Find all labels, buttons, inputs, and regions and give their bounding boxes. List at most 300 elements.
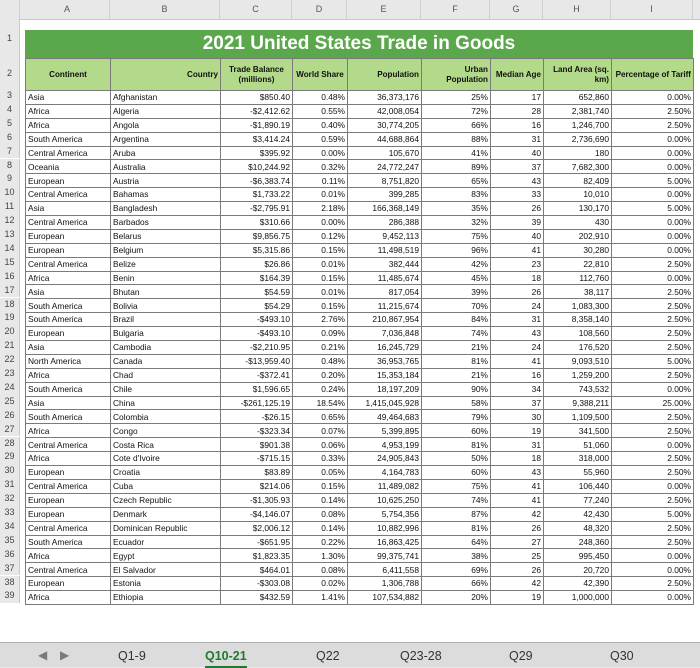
cell-trade-balance[interactable]: -$2,795.91 bbox=[221, 202, 293, 216]
cell-land-area[interactable]: 1,000,000 bbox=[544, 591, 612, 605]
cell-trade-balance[interactable]: -$13,959.40 bbox=[221, 354, 293, 368]
table-row[interactable] bbox=[26, 327, 694, 341]
cell-country[interactable]: Czech Republic bbox=[111, 493, 221, 507]
cell-world-share[interactable]: 0.22% bbox=[293, 535, 348, 549]
column-letter[interactable]: D bbox=[292, 0, 347, 19]
cell-median-age[interactable]: 27 bbox=[491, 535, 544, 549]
cell-tariff[interactable]: 5.00% bbox=[612, 174, 694, 188]
cell-land-area[interactable]: 42,390 bbox=[544, 577, 612, 591]
row-number[interactable]: 34 bbox=[0, 520, 20, 534]
cell-continent[interactable]: Africa bbox=[26, 452, 111, 466]
cell-world-share[interactable]: 0.09% bbox=[293, 327, 348, 341]
column-letter[interactable]: A bbox=[25, 0, 110, 19]
cell-tariff[interactable]: 0.00% bbox=[612, 146, 694, 160]
cell-trade-balance[interactable]: $3,414.24 bbox=[221, 132, 293, 146]
cell-country[interactable]: Denmark bbox=[111, 507, 221, 521]
cell-population[interactable]: 24,905,843 bbox=[348, 452, 422, 466]
cell-world-share[interactable]: 0.00% bbox=[293, 216, 348, 230]
cell-land-area[interactable]: 22,810 bbox=[544, 257, 612, 271]
cell-population[interactable]: 8,751,820 bbox=[348, 174, 422, 188]
cell-trade-balance[interactable]: -$651.95 bbox=[221, 535, 293, 549]
tab-q10-21[interactable]: Q10-21 bbox=[205, 646, 247, 668]
cell-population[interactable]: 382,444 bbox=[348, 257, 422, 271]
cell-world-share[interactable]: 0.24% bbox=[293, 382, 348, 396]
cell-population[interactable]: 286,388 bbox=[348, 216, 422, 230]
row-number[interactable]: 11 bbox=[0, 200, 20, 214]
cell-world-share[interactable]: 0.01% bbox=[293, 257, 348, 271]
cell-population[interactable]: 11,489,082 bbox=[348, 479, 422, 493]
column-letter[interactable]: E bbox=[347, 0, 421, 19]
header-continent[interactable]: Continent bbox=[26, 59, 111, 91]
cell-median-age[interactable]: 18 bbox=[491, 271, 544, 285]
cell-trade-balance[interactable]: -$6,383.74 bbox=[221, 174, 293, 188]
cell-median-age[interactable]: 42 bbox=[491, 507, 544, 521]
cell-median-age[interactable]: 18 bbox=[491, 452, 544, 466]
cell-world-share[interactable]: 0.55% bbox=[293, 104, 348, 118]
row-number[interactable]: 23 bbox=[0, 367, 20, 381]
cell-continent[interactable]: Africa bbox=[26, 368, 111, 382]
cell-median-age[interactable]: 16 bbox=[491, 118, 544, 132]
cell-world-share[interactable]: 0.21% bbox=[293, 341, 348, 355]
cell-population[interactable]: 49,464,683 bbox=[348, 410, 422, 424]
cell-continent[interactable]: Africa bbox=[26, 104, 111, 118]
cell-tariff[interactable]: 2.50% bbox=[612, 521, 694, 535]
cell-tariff[interactable]: 25.00% bbox=[612, 396, 694, 410]
cell-continent[interactable]: North America bbox=[26, 354, 111, 368]
scroll-left-icon[interactable]: ◀ bbox=[38, 648, 48, 662]
cell-tariff[interactable]: 2.50% bbox=[612, 493, 694, 507]
row-number[interactable]: 15 bbox=[0, 256, 20, 270]
cell-land-area[interactable]: 130,170 bbox=[544, 202, 612, 216]
cell-median-age[interactable]: 23 bbox=[491, 257, 544, 271]
cell-population[interactable]: 16,863,425 bbox=[348, 535, 422, 549]
cell-country[interactable]: Australia bbox=[111, 160, 221, 174]
row-number[interactable]: 33 bbox=[0, 506, 20, 520]
cell-urban-population[interactable]: 70% bbox=[422, 299, 491, 313]
cell-country[interactable]: Croatia bbox=[111, 466, 221, 480]
cell-tariff[interactable]: 2.50% bbox=[612, 410, 694, 424]
cell-continent[interactable]: Central America bbox=[26, 216, 111, 230]
cell-median-age[interactable]: 39 bbox=[491, 216, 544, 230]
cell-population[interactable]: 9,452,113 bbox=[348, 229, 422, 243]
cell-urban-population[interactable]: 66% bbox=[422, 577, 491, 591]
cell-median-age[interactable]: 33 bbox=[491, 188, 544, 202]
row-number[interactable]: 13 bbox=[0, 228, 20, 242]
row-number[interactable]: 30 bbox=[0, 464, 20, 478]
cell-urban-population[interactable]: 81% bbox=[422, 521, 491, 535]
cell-tariff[interactable]: 2.50% bbox=[612, 285, 694, 299]
cell-urban-population[interactable]: 64% bbox=[422, 535, 491, 549]
header-population[interactable]: Population bbox=[348, 59, 422, 91]
cell-population[interactable]: 36,373,176 bbox=[348, 91, 422, 105]
table-row[interactable] bbox=[26, 354, 694, 368]
cell-trade-balance[interactable]: $214.06 bbox=[221, 479, 293, 493]
cell-population[interactable]: 15,353,184 bbox=[348, 368, 422, 382]
cell-world-share[interactable]: 0.15% bbox=[293, 243, 348, 257]
cell-continent[interactable]: South America bbox=[26, 382, 111, 396]
cell-country[interactable]: Aruba bbox=[111, 146, 221, 160]
cell-continent[interactable]: Central America bbox=[26, 521, 111, 535]
cell-continent[interactable]: Oceania bbox=[26, 160, 111, 174]
cell-population[interactable]: 5,399,895 bbox=[348, 424, 422, 438]
cell-urban-population[interactable]: 42% bbox=[422, 257, 491, 271]
table-row[interactable] bbox=[26, 521, 694, 535]
cell-population[interactable]: 11,498,519 bbox=[348, 243, 422, 257]
cell-country[interactable]: Angola bbox=[111, 118, 221, 132]
cell-land-area[interactable]: 2,381,740 bbox=[544, 104, 612, 118]
cell-world-share[interactable]: 0.48% bbox=[293, 91, 348, 105]
cell-tariff[interactable]: 2.50% bbox=[612, 327, 694, 341]
row-number[interactable]: 8 bbox=[0, 159, 20, 173]
column-letter[interactable]: F bbox=[421, 0, 490, 19]
cell-world-share[interactable]: 0.20% bbox=[293, 368, 348, 382]
cell-trade-balance[interactable]: -$493.10 bbox=[221, 327, 293, 341]
tab-q22[interactable]: Q22 bbox=[316, 649, 340, 663]
cell-median-age[interactable]: 40 bbox=[491, 146, 544, 160]
cell-continent[interactable]: European bbox=[26, 493, 111, 507]
cell-land-area[interactable]: 20,720 bbox=[544, 563, 612, 577]
cell-urban-population[interactable]: 21% bbox=[422, 368, 491, 382]
cell-continent[interactable]: South America bbox=[26, 313, 111, 327]
cell-tariff[interactable]: 0.00% bbox=[612, 438, 694, 452]
cell-trade-balance[interactable]: $26.86 bbox=[221, 257, 293, 271]
cell-urban-population[interactable]: 32% bbox=[422, 216, 491, 230]
cell-urban-population[interactable]: 74% bbox=[422, 327, 491, 341]
cell-world-share[interactable]: 0.32% bbox=[293, 160, 348, 174]
cell-median-age[interactable]: 16 bbox=[491, 368, 544, 382]
cell-country[interactable]: Austria bbox=[111, 174, 221, 188]
cell-tariff[interactable]: 2.50% bbox=[612, 535, 694, 549]
cell-continent[interactable]: Africa bbox=[26, 424, 111, 438]
cell-land-area[interactable]: 1,083,300 bbox=[544, 299, 612, 313]
cell-continent[interactable]: Central America bbox=[26, 479, 111, 493]
cell-land-area[interactable]: 2,736,690 bbox=[544, 132, 612, 146]
cell-median-age[interactable]: 26 bbox=[491, 202, 544, 216]
cell-urban-population[interactable]: 96% bbox=[422, 243, 491, 257]
cell-tariff[interactable]: 0.00% bbox=[612, 382, 694, 396]
cell-land-area[interactable]: 77,240 bbox=[544, 493, 612, 507]
cell-trade-balance[interactable]: -$1,890.19 bbox=[221, 118, 293, 132]
cell-continent[interactable]: Central America bbox=[26, 188, 111, 202]
cell-urban-population[interactable]: 81% bbox=[422, 354, 491, 368]
cell-median-age[interactable]: 24 bbox=[491, 341, 544, 355]
cell-world-share[interactable]: 0.05% bbox=[293, 466, 348, 480]
cell-world-share[interactable]: 0.02% bbox=[293, 577, 348, 591]
cell-population[interactable]: 99,375,741 bbox=[348, 549, 422, 563]
table-row[interactable] bbox=[26, 591, 694, 605]
cell-world-share[interactable]: 0.01% bbox=[293, 285, 348, 299]
cell-median-age[interactable]: 30 bbox=[491, 410, 544, 424]
cell-tariff[interactable]: 0.00% bbox=[612, 479, 694, 493]
table-row[interactable] bbox=[26, 452, 694, 466]
cell-land-area[interactable]: 1,259,200 bbox=[544, 368, 612, 382]
row-number[interactable]: 19 bbox=[0, 311, 20, 325]
cell-median-age[interactable]: 31 bbox=[491, 313, 544, 327]
cell-world-share[interactable]: 0.15% bbox=[293, 299, 348, 313]
cell-world-share[interactable]: 18.54% bbox=[293, 396, 348, 410]
cell-country[interactable]: Ethiopia bbox=[111, 591, 221, 605]
table-row[interactable] bbox=[26, 104, 694, 118]
cell-population[interactable]: 107,534,882 bbox=[348, 591, 422, 605]
row-number[interactable]: 25 bbox=[0, 395, 20, 409]
cell-population[interactable]: 105,670 bbox=[348, 146, 422, 160]
table-row[interactable] bbox=[26, 549, 694, 563]
cell-trade-balance[interactable]: $850.40 bbox=[221, 91, 293, 105]
table-row[interactable] bbox=[26, 229, 694, 243]
cell-country[interactable]: Belize bbox=[111, 257, 221, 271]
cell-land-area[interactable]: 318,000 bbox=[544, 452, 612, 466]
tab-q29[interactable]: Q29 bbox=[509, 649, 533, 663]
cell-median-age[interactable]: 42 bbox=[491, 577, 544, 591]
row-number[interactable]: 18 bbox=[0, 298, 20, 312]
cell-median-age[interactable]: 24 bbox=[491, 299, 544, 313]
cell-country[interactable]: Costa Rica bbox=[111, 438, 221, 452]
cell-continent[interactable]: European bbox=[26, 466, 111, 480]
cell-land-area[interactable]: 341,500 bbox=[544, 424, 612, 438]
cell-world-share[interactable]: 0.15% bbox=[293, 271, 348, 285]
column-letter[interactable]: G bbox=[490, 0, 543, 19]
header-trade-balance[interactable]: Trade Balance (millions) bbox=[221, 59, 293, 91]
cell-land-area[interactable]: 176,520 bbox=[544, 341, 612, 355]
cell-continent[interactable]: European bbox=[26, 507, 111, 521]
cell-trade-balance[interactable]: -$4,146.07 bbox=[221, 507, 293, 521]
table-row[interactable] bbox=[26, 535, 694, 549]
cell-median-age[interactable]: 43 bbox=[491, 466, 544, 480]
cell-urban-population[interactable]: 66% bbox=[422, 118, 491, 132]
cell-continent[interactable]: South America bbox=[26, 299, 111, 313]
cell-country[interactable]: Dominican Republic bbox=[111, 521, 221, 535]
cell-country[interactable]: Ecuador bbox=[111, 535, 221, 549]
table-row[interactable] bbox=[26, 396, 694, 410]
cell-world-share[interactable]: 0.06% bbox=[293, 438, 348, 452]
table-row[interactable] bbox=[26, 424, 694, 438]
cell-population[interactable]: 44,688,864 bbox=[348, 132, 422, 146]
cell-country[interactable]: Bahamas bbox=[111, 188, 221, 202]
cell-continent[interactable]: Asia bbox=[26, 91, 111, 105]
cell-tariff[interactable]: 5.00% bbox=[612, 354, 694, 368]
header-median-age[interactable]: Median Age bbox=[491, 59, 544, 91]
cell-population[interactable]: 6,411,558 bbox=[348, 563, 422, 577]
scroll-right-icon[interactable]: ▶ bbox=[60, 648, 70, 662]
cell-country[interactable]: Cote d'Ivoire bbox=[111, 452, 221, 466]
cell-country[interactable]: El Salvador bbox=[111, 563, 221, 577]
tab-q23-28[interactable]: Q23-28 bbox=[400, 649, 442, 663]
header-urban-population[interactable]: Urban Population bbox=[422, 59, 491, 91]
row-number[interactable]: 39 bbox=[0, 589, 20, 603]
cell-land-area[interactable]: 38,117 bbox=[544, 285, 612, 299]
cell-land-area[interactable]: 1,109,500 bbox=[544, 410, 612, 424]
cell-population[interactable]: 7,036,848 bbox=[348, 327, 422, 341]
table-row[interactable] bbox=[26, 299, 694, 313]
cell-trade-balance[interactable]: $54.59 bbox=[221, 285, 293, 299]
cell-median-age[interactable]: 41 bbox=[491, 354, 544, 368]
cell-continent[interactable]: Central America bbox=[26, 257, 111, 271]
cell-land-area[interactable]: 1,246,700 bbox=[544, 118, 612, 132]
cell-continent[interactable]: Africa bbox=[26, 271, 111, 285]
cell-tariff[interactable]: 0.00% bbox=[612, 563, 694, 577]
cell-trade-balance[interactable]: $1,733.22 bbox=[221, 188, 293, 202]
cell-urban-population[interactable]: 21% bbox=[422, 341, 491, 355]
cell-urban-population[interactable]: 69% bbox=[422, 563, 491, 577]
cell-trade-balance[interactable]: $54.29 bbox=[221, 299, 293, 313]
cell-trade-balance[interactable]: -$2,210.95 bbox=[221, 341, 293, 355]
cell-continent[interactable]: Africa bbox=[26, 118, 111, 132]
cell-land-area[interactable]: 42,430 bbox=[544, 507, 612, 521]
table-row[interactable] bbox=[26, 466, 694, 480]
row-number[interactable]: 26 bbox=[0, 409, 20, 423]
cell-trade-balance[interactable]: -$1,305.93 bbox=[221, 493, 293, 507]
cell-trade-balance[interactable]: -$2,412.62 bbox=[221, 104, 293, 118]
cell-world-share[interactable]: 0.08% bbox=[293, 563, 348, 577]
row-number[interactable]: 21 bbox=[0, 339, 20, 353]
cell-urban-population[interactable]: 88% bbox=[422, 132, 491, 146]
table-row[interactable] bbox=[26, 563, 694, 577]
cell-urban-population[interactable]: 50% bbox=[422, 452, 491, 466]
column-letter[interactable]: B bbox=[110, 0, 220, 19]
cell-median-age[interactable]: 25 bbox=[491, 549, 544, 563]
cell-world-share[interactable]: 2.18% bbox=[293, 202, 348, 216]
cell-trade-balance[interactable]: $310.66 bbox=[221, 216, 293, 230]
cell-trade-balance[interactable]: $1,596.65 bbox=[221, 382, 293, 396]
table-row[interactable] bbox=[26, 216, 694, 230]
row-number[interactable]: 29 bbox=[0, 450, 20, 464]
row-number[interactable]: 37 bbox=[0, 562, 20, 576]
cell-urban-population[interactable]: 60% bbox=[422, 424, 491, 438]
cell-country[interactable]: Colombia bbox=[111, 410, 221, 424]
cell-median-age[interactable]: 40 bbox=[491, 229, 544, 243]
cell-world-share[interactable]: 1.41% bbox=[293, 591, 348, 605]
cell-land-area[interactable]: 51,060 bbox=[544, 438, 612, 452]
cell-country[interactable]: Chad bbox=[111, 368, 221, 382]
table-row[interactable] bbox=[26, 285, 694, 299]
cell-tariff[interactable]: 5.00% bbox=[612, 507, 694, 521]
cell-world-share[interactable]: 0.14% bbox=[293, 493, 348, 507]
cell-trade-balance[interactable]: $464.01 bbox=[221, 563, 293, 577]
row-number[interactable]: 5 bbox=[0, 117, 20, 131]
cell-urban-population[interactable]: 87% bbox=[422, 507, 491, 521]
cell-world-share[interactable]: 0.59% bbox=[293, 132, 348, 146]
cell-population[interactable]: 10,882,996 bbox=[348, 521, 422, 535]
cell-population[interactable]: 399,285 bbox=[348, 188, 422, 202]
cell-world-share[interactable]: 0.08% bbox=[293, 507, 348, 521]
cell-population[interactable]: 36,953,765 bbox=[348, 354, 422, 368]
cell-urban-population[interactable]: 39% bbox=[422, 285, 491, 299]
cell-continent[interactable]: European bbox=[26, 174, 111, 188]
row-number[interactable]: 6 bbox=[0, 131, 20, 145]
cell-land-area[interactable]: 82,409 bbox=[544, 174, 612, 188]
cell-median-age[interactable]: 43 bbox=[491, 174, 544, 188]
cell-urban-population[interactable]: 38% bbox=[422, 549, 491, 563]
cell-land-area[interactable]: 48,320 bbox=[544, 521, 612, 535]
cell-tariff[interactable]: 2.50% bbox=[612, 466, 694, 480]
cell-tariff[interactable]: 2.50% bbox=[612, 341, 694, 355]
cell-population[interactable]: 4,164,783 bbox=[348, 466, 422, 480]
cell-country[interactable]: Belgium bbox=[111, 243, 221, 257]
row-number[interactable]: 2 bbox=[0, 58, 20, 89]
table-row[interactable] bbox=[26, 493, 694, 507]
row-number[interactable]: 24 bbox=[0, 381, 20, 395]
cell-tariff[interactable]: 2.50% bbox=[612, 368, 694, 382]
cell-land-area[interactable]: 995,450 bbox=[544, 549, 612, 563]
cell-trade-balance[interactable]: $2,006.12 bbox=[221, 521, 293, 535]
row-number[interactable]: 38 bbox=[0, 576, 20, 590]
cell-urban-population[interactable]: 25% bbox=[422, 91, 491, 105]
cell-population[interactable]: 1,415,045,928 bbox=[348, 396, 422, 410]
row-number[interactable]: 1 bbox=[0, 19, 20, 58]
table-row[interactable] bbox=[26, 118, 694, 132]
cell-urban-population[interactable]: 90% bbox=[422, 382, 491, 396]
cell-urban-population[interactable]: 58% bbox=[422, 396, 491, 410]
table-row[interactable] bbox=[26, 577, 694, 591]
cell-urban-population[interactable]: 74% bbox=[422, 493, 491, 507]
cell-continent[interactable]: Africa bbox=[26, 549, 111, 563]
row-number[interactable]: 22 bbox=[0, 353, 20, 367]
cell-country[interactable]: Bolivia bbox=[111, 299, 221, 313]
cell-urban-population[interactable]: 60% bbox=[422, 466, 491, 480]
cell-land-area[interactable]: 30,280 bbox=[544, 243, 612, 257]
cell-continent[interactable]: Asia bbox=[26, 341, 111, 355]
cell-median-age[interactable]: 37 bbox=[491, 396, 544, 410]
cell-tariff[interactable]: 2.50% bbox=[612, 104, 694, 118]
cell-world-share[interactable]: 0.07% bbox=[293, 424, 348, 438]
table-row[interactable] bbox=[26, 313, 694, 327]
column-letter[interactable]: I bbox=[611, 0, 693, 19]
cell-world-share[interactable]: 1.30% bbox=[293, 549, 348, 563]
cell-median-age[interactable]: 31 bbox=[491, 438, 544, 452]
cell-world-share[interactable]: 0.14% bbox=[293, 521, 348, 535]
cell-country[interactable]: Egypt bbox=[111, 549, 221, 563]
cell-world-share[interactable]: 0.48% bbox=[293, 354, 348, 368]
cell-land-area[interactable]: 180 bbox=[544, 146, 612, 160]
cell-trade-balance[interactable]: -$323.34 bbox=[221, 424, 293, 438]
cell-median-age[interactable]: 37 bbox=[491, 160, 544, 174]
cell-land-area[interactable]: 9,388,211 bbox=[544, 396, 612, 410]
cell-tariff[interactable]: 2.50% bbox=[612, 313, 694, 327]
cell-population[interactable]: 166,368,149 bbox=[348, 202, 422, 216]
cell-tariff[interactable]: 0.00% bbox=[612, 160, 694, 174]
cell-trade-balance[interactable]: -$261,125.19 bbox=[221, 396, 293, 410]
row-number[interactable]: 31 bbox=[0, 478, 20, 492]
cell-country[interactable]: Algeria bbox=[111, 104, 221, 118]
cell-median-age[interactable]: 17 bbox=[491, 91, 544, 105]
cell-population[interactable]: 16,245,729 bbox=[348, 341, 422, 355]
cell-urban-population[interactable]: 35% bbox=[422, 202, 491, 216]
cell-population[interactable]: 1,306,788 bbox=[348, 577, 422, 591]
column-letter[interactable]: C bbox=[220, 0, 292, 19]
cell-continent[interactable]: European bbox=[26, 229, 111, 243]
table-row[interactable] bbox=[26, 368, 694, 382]
cell-country[interactable]: Barbados bbox=[111, 216, 221, 230]
cell-continent[interactable]: Central America bbox=[26, 438, 111, 452]
cell-trade-balance[interactable]: $395.92 bbox=[221, 146, 293, 160]
cell-median-age[interactable]: 43 bbox=[491, 327, 544, 341]
cell-urban-population[interactable]: 20% bbox=[422, 591, 491, 605]
cell-population[interactable]: 4,953,199 bbox=[348, 438, 422, 452]
cell-trade-balance[interactable]: $164.39 bbox=[221, 271, 293, 285]
cell-population[interactable]: 18,197,209 bbox=[348, 382, 422, 396]
cell-trade-balance[interactable]: -$26.15 bbox=[221, 410, 293, 424]
header-tariff[interactable]: Percentage of Tariff bbox=[612, 59, 694, 91]
cell-urban-population[interactable]: 79% bbox=[422, 410, 491, 424]
cell-land-area[interactable]: 108,560 bbox=[544, 327, 612, 341]
cell-tariff[interactable]: 2.50% bbox=[612, 577, 694, 591]
table-row[interactable] bbox=[26, 160, 694, 174]
cell-country[interactable]: Brazil bbox=[111, 313, 221, 327]
cell-land-area[interactable]: 106,440 bbox=[544, 479, 612, 493]
cell-country[interactable]: Canada bbox=[111, 354, 221, 368]
cell-land-area[interactable]: 8,358,140 bbox=[544, 313, 612, 327]
cell-median-age[interactable]: 28 bbox=[491, 104, 544, 118]
